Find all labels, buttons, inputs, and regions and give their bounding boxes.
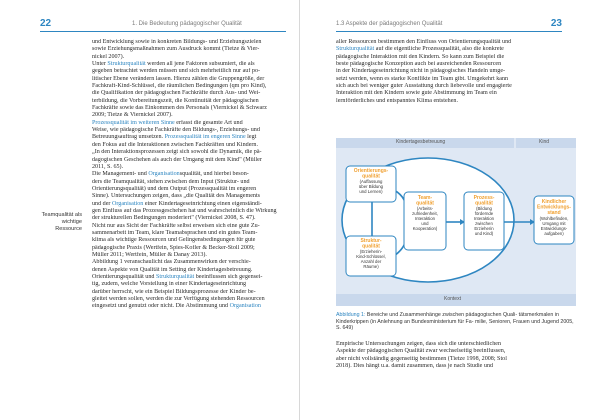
margin-note (34, 212, 82, 233)
text-line: 2018). Dies hängt u.a. damit zusammen, dass je nach Studie und (336, 363, 494, 370)
text-line: pädagogische Interaktion mit den Kindern. So kann zum Beispiel die (336, 53, 505, 60)
text-line: den Fokus auf die Interaktionen zwischen Fachkräften und Kindern. (92, 141, 259, 148)
text-line: aber nicht vollständig gegenseitig bestimmen (Tietze 1998, 2008; Stol (336, 355, 507, 362)
prozess-body: Interaktion (473, 216, 495, 222)
prozess-body: (Bildung (476, 206, 492, 212)
text-line: und der Organisation einer Kindertageseinrichtung einen eigenständi- (92, 200, 262, 207)
text-line: gleitet werden sollen, werden die zur Verfügung stehenden Ressourcen (92, 296, 265, 303)
team-body: und (421, 221, 429, 227)
text-line: lernförderliches und entspanntes Klima entstehen. (336, 97, 459, 104)
quality-diagram-svg (336, 138, 576, 306)
kind-body: Umgang mit (542, 220, 566, 226)
page-number: 22 (40, 18, 52, 29)
text-line: pädagogische Praxis (Wertfein, Spies-Kofler & Becker-Stoll 2009; (92, 244, 255, 251)
text-line: Strukturqualität auf die eigentliche Prozessqualität, also die konkrete (336, 46, 504, 53)
text-line: eingesetzt und genutzt oder nicht. Die Abstimmung und Organisation (92, 303, 261, 310)
text-line: Fachkräfte sowie das Einkommen des Personals (Viernickel & Schwarz (92, 105, 267, 112)
text-line: Abbildung 1 veranschaulicht das Zusammenwirken der verschie- (92, 259, 251, 266)
team-title: Team- (417, 195, 433, 201)
text-line: tig, zudem, welche Vorstellung in einer Kindertageseinrichtung (92, 281, 247, 288)
prozess-title: qualität (475, 200, 493, 207)
right-body-text-top (336, 39, 562, 105)
text-line: in der Kindertageseinrichtung nicht in pädagogisches Handeln umge- (336, 68, 506, 75)
text-line: Betreuungsauftrag umsetzen. Prozessqualität im engeren Sinne legt (92, 134, 257, 141)
header-rule (336, 31, 562, 32)
text-line: gegeben betrachtet werden müssen und sich mehrheitlich nur auf po- (92, 68, 261, 75)
text-line: gen Einfluss auf das Prozessgeschehen hat und wahrscheinlich die Wirkung (92, 207, 277, 214)
text-line: terbildung, die Vorbereitungszeit, die Kontinuität der pädagogischen (92, 97, 259, 104)
team-body: Kooperation) (412, 226, 438, 232)
struktur-body: Räume) (363, 264, 379, 270)
orientierung-body: über Bildung (358, 184, 384, 190)
text-line: Aspekte der pädagogischen Qualität zwar wechselseitig beeinflussen, (336, 348, 506, 355)
prozess-body: und Kind) (474, 231, 494, 237)
text-line: nickel 2007). (92, 53, 125, 60)
right-body-text-bottom (336, 341, 562, 370)
text-line: Fachkraft-Kind-Schlüssel, die räumlichen Bedingungen (qm pro Kind), (92, 83, 267, 90)
text-line: 2009; Tietze & Viernickel 2007). (92, 112, 173, 119)
struktur-title: Struktur- (360, 238, 382, 244)
label-kita: Kindertagesbetreuung (396, 139, 446, 145)
text-line: Interaktion mit den Kindern sowie gute Abstimmung im Team ein (336, 90, 497, 97)
kind-title: Entwicklungs- (537, 204, 571, 211)
kind-body: (Wohlbefinden, (539, 215, 569, 221)
prozess-body: fördernde (474, 211, 494, 217)
struktur-body: (Erzieherin- (359, 249, 383, 255)
text-line: beste pädagogische Konzeption auch bei ausreichenden Ressourcen (336, 61, 502, 68)
caption-line: Abbildung 1: Bereiche und Zusammenhänge zwischen pädagogischen Quali- (336, 312, 518, 318)
caption-line: milie, Senioren, Frauen und Jugend 2005, S. 649) (336, 318, 574, 332)
orientierung-title: Orientierungs- (353, 168, 389, 174)
text-line: litischer Ebene verändern lassen. Hierzu zählen die Gruppengröße, der (92, 75, 265, 82)
text-line: Unter Strukturqualität werden all jene Faktoren subsumiert, die als (92, 61, 255, 68)
text-line: setzt werden, wenn es starke Konflikte im Team gibt. Umgekehrt kann (336, 75, 509, 82)
label-kind: Kind (539, 139, 550, 145)
text-line: aller Ressourcen bestimmen den Einfluss von Orientierungsqualität und (336, 39, 512, 45)
kind-title: stand (547, 210, 561, 217)
margin-note-line: als wichtige (61, 212, 82, 225)
team-body: zufriedenheit, (412, 211, 438, 217)
team-title: qualität (416, 200, 434, 207)
page-number: 23 (550, 18, 562, 29)
left-header (40, 18, 286, 32)
figure-caption (336, 312, 576, 332)
label-kontext: Kontext (444, 296, 461, 302)
prozess-body: Erzieherin (474, 226, 494, 232)
caption-label: Abbildung 1: (336, 312, 366, 318)
text-line: der strukturellen Bedingungen moderiert" (Viernickel 2008, S. 47). (92, 215, 256, 222)
text-line: Empirische Untersuchungen zeigen, dass sich die unterschiedlichen (336, 341, 501, 347)
orientierung-body: und Lernen) (359, 189, 383, 195)
prozess-body: zwischen (475, 221, 493, 227)
right-header (336, 18, 562, 32)
text-line: sich auch bei weniger guter Ausstattung durch liebevolle und engagierte (336, 83, 512, 90)
margin-note-line: Teamqualität (41, 212, 74, 218)
orientierung-body: (Auffassung (359, 179, 383, 185)
kind-body: Entwicklungs- (540, 225, 568, 231)
orientierung-title: qualität (362, 173, 380, 180)
text-line: sowie Erziehungsmaßnahmen zum Ausdruck kommt (Tietze & Vier- (92, 46, 260, 53)
left-body-text (92, 39, 286, 311)
text-line: darüber herrscht, wie ein Beispiel Bildungsprozesse der Kinder be- (92, 288, 256, 295)
quality-diagram (336, 138, 576, 306)
text-line: klima als wichtige Ressourcen und Gelingensbedingungen für gute (92, 237, 256, 244)
struktur-body: Kind-Schlüssel, (356, 254, 386, 260)
text-line: „In den Interaktionsprozessen zeigt sich sowohl die Dynamik, die pä- (92, 149, 262, 156)
text-line: Müller 2011; Wertfein, Müller & Danay 2013). (92, 251, 207, 258)
running-title: 1. Die Bedeutung pädagogischer Qualität (132, 21, 242, 27)
header-rule (40, 31, 286, 32)
text-line: ders die Teamqualität, stehen zwischen dem Input (Struktur- und (92, 178, 250, 185)
text-line: Prozessqualität im weiteren Sinne erfasst die gesamte Art und (92, 119, 243, 126)
text-line: Sinne). Untersuchungen zeigen, dass „die Qualität des Managements (92, 193, 261, 200)
text-line: und Entwicklung sowie in konkreten Bildungs- und Erziehungszielen (92, 39, 262, 45)
text-line: denen Aspekte von Qualität im Setting der Kindertagesbetreuung. (92, 266, 253, 273)
kind-body: aufgaben) (544, 230, 564, 236)
text-line: 2011, S. 65). (92, 163, 124, 170)
text-line: sammenarbeit im Team, klare Teamabsprachen und ein gutes Team- (92, 229, 258, 236)
text-line: Weise, wie pädagogische Fachkräfte den Bildungs-, Erziehungs- und (92, 127, 260, 134)
kind-title: Kindlicher (541, 199, 567, 205)
text-line: Orientierungsqualität und Strukturqualität beeinflussen sich gegensei- (92, 274, 263, 280)
text-line: Nicht nur aus Sicht der Fachkräfte selbst erweisen sich eine gute Zu- (92, 222, 260, 229)
text-line: Die Management- und Organisationsqualität, und hierbei beson- (92, 171, 249, 178)
prozess-title: Prozess- (473, 195, 495, 201)
running-title: 1.3 Aspekte der pädagogischen Qualität (336, 21, 443, 27)
text-line: dagogischen Geschehen als auch der Umgang mit dem Kind" (Müller (92, 156, 262, 163)
margin-note-line: Ressource (55, 226, 82, 232)
team-body: Interaktion (414, 216, 436, 222)
struktur-body: Anzahl der (360, 259, 382, 265)
team-body: (Arbeits- (416, 206, 434, 212)
text-line: Orientierungsqualität) und dem Output (Prozessqualität im engeren (92, 185, 257, 192)
struktur-title: qualität (362, 243, 380, 250)
text-line: die Qualifikation der pädagogischen Fachkräfte durch Aus- und Wei- (92, 90, 261, 97)
caption-line: tätsmerkmalen in Kinderkrippen (in Anlehnung an Bundesministerium für Fa- (336, 312, 559, 325)
